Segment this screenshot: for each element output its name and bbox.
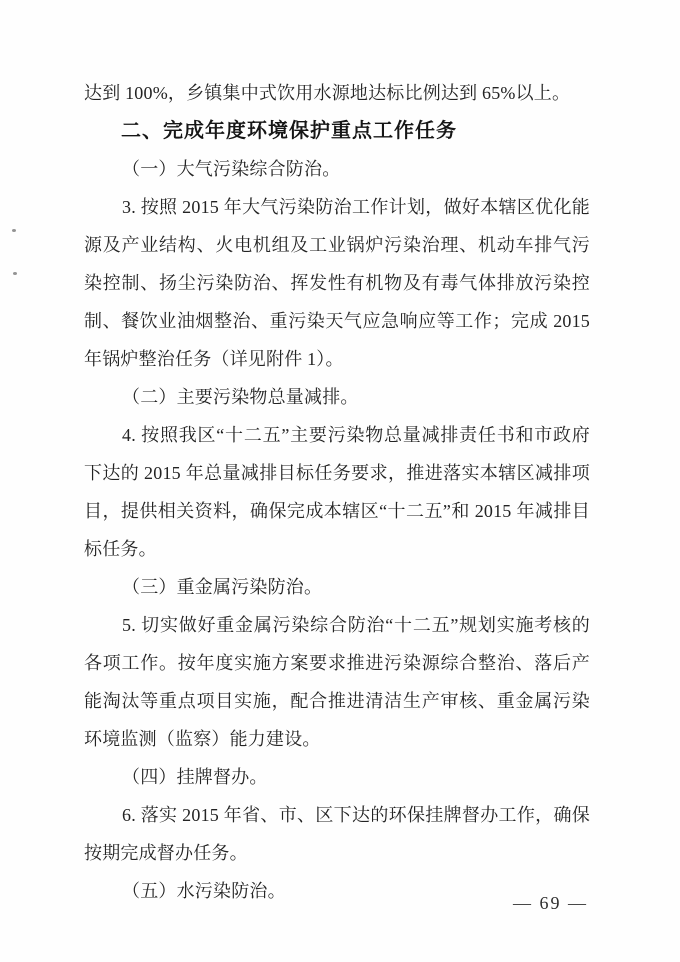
subsection-heading-3: （三）重金属污染防治。: [122, 577, 323, 597]
page-number: — 69 —: [513, 893, 588, 913]
paragraph-item-5: 5. 切实做好重金属污染综合防治“十二五”规划实施考核的各项工作。按年度实施方案要求推进污染源综合整治、落后产能淘汰等重点项目实施，配合推进清洁生产审核、重金属污染环境监测（监察）能力建设。: [84, 615, 590, 749]
scan-artifact-dot: [12, 229, 16, 232]
subsection-heading-1: （一）大气污染综合防治。: [122, 159, 341, 179]
subsection-heading-2: （二）主要污染物总量减排。: [122, 387, 359, 407]
subsection-heading-4: （四）挂牌督办。: [122, 767, 268, 787]
section-heading: 二、完成年度环境保护重点工作任务: [121, 120, 457, 142]
paragraph-item-4: 4. 按照我区“十二五”主要污染物总量减排责任书和市政府下达的 2015 年总量减排目标任务要求，推进落实本辖区减排项目，提供相关资料，确保完成本辖区“十二五”和 2015 年减排目标任务。: [84, 425, 590, 559]
paragraph-item-3: 3. 按照 2015 年大气污染防治工作计划，做好本辖区优化能源及产业结构、火电机组及工业锅炉污染治理、机动车排气污染控制、扬尘污染防治、挥发性有机物及有毒气体排放污染控制、餐饮业油烟整治、重污染天气应急响应等工作；完成 2015 年锅炉整治任务（详见附件 1）。: [84, 197, 590, 369]
document-body: [84, 74, 590, 910]
paragraph-continuation: 达到 100%，乡镇集中式饮用水源地达标比例达到 65%以上。: [84, 83, 571, 103]
scan-artifact-dot: [13, 272, 17, 275]
paragraph-item-6: 6. 落实 2015 年省、市、区下达的环保挂牌督办工作，确保按期完成督办任务。: [84, 805, 590, 863]
subsection-heading-5: （五）水污染防治。: [122, 881, 286, 901]
